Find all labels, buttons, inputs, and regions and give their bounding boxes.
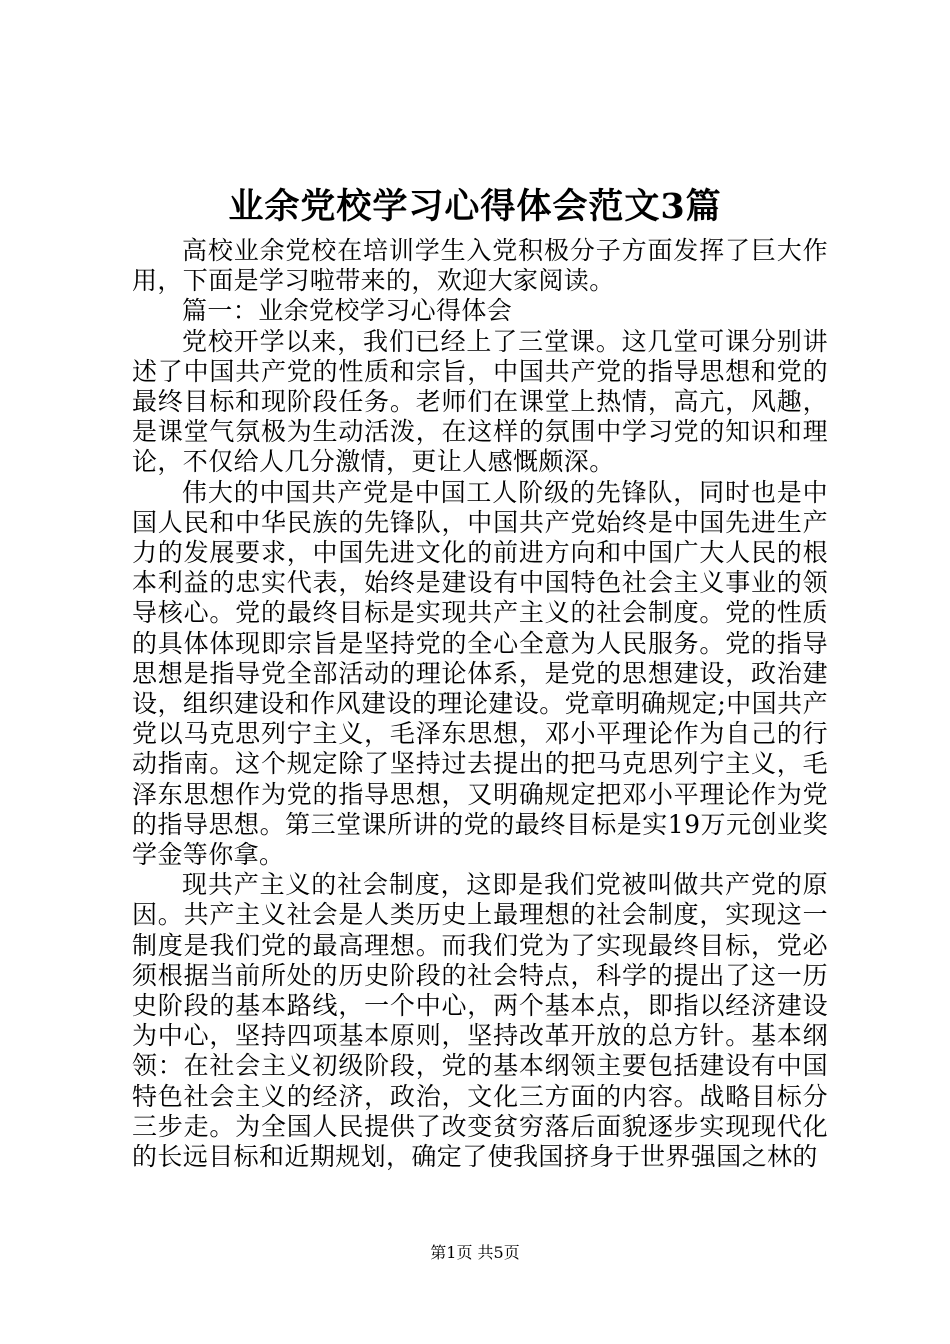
body-paragraph: 党校开学以来，我们已经上了三堂课。这几堂可课分别讲述了中国共产党的性质和宗旨，中国共产党的指导思想和党的最终目标和现阶段任务。老师们在课堂上热情，高亢，风趣，是课堂气氛极为生动活泼，在这样的氛围中学习党的知识和理论，不仅给人几分激情，更让人感慨颇深。 xyxy=(132,326,828,477)
intro-paragraph: 高校业余党校在培训学生入党积极分子方面发挥了巨大作用，下面是学习啦带来的，欢迎大家阅读。 xyxy=(132,236,828,296)
document-title: 业余党校学习心得体会范文3篇 xyxy=(228,186,722,227)
body-paragraph: 伟大的中国共产党是中国工人阶级的先锋队，同时也是中国人民和中华民族的先锋队，中国共产党始终是中国先进生产力的发展要求，中国先进文化的前进方向和中国广大人民的根本利益的忠实代表，始终是建设有中国特色社会主义事业的领导核心。党的最终目标是实现共产主义的社会制度。党的性质的具体体现即宗旨是坚持党的全心全意为人民服务。党的指导思想是指导党全部活动的理论体系，是党的思想建设，政治建设，组织建设和作风建设的理论建设。党章明确规定;中国共产党以马克思列宁主义，毛泽东思想，邓小平理论作为自己的行动指南。这个规定除了坚持过去提出的把马克思列宁主义，毛泽东思想作为党的指导思想，又明确规定把邓小平理论作为党的指导思想。第三堂课所讲的党的最终目标是实19万元创业奖学金等你拿。 xyxy=(132,477,828,870)
document-body xyxy=(132,236,828,1172)
section-heading: 篇一：业余党校学习心得体会 xyxy=(182,296,513,326)
page-footer: 第1页 共5页 xyxy=(430,1243,520,1262)
body-paragraph: 现共产主义的社会制度，这即是我们党被叫做共产党的原因。共产主义社会是人类历史上最理想的社会制度，实现这一制度是我们党的最高理想。而我们党为了实现最终目标，党必须根据当前所处的历史阶段的社会特点，科学的提出了这一历史阶段的基本路线，一个中心，两个基本点，即指以经济建设为中心，坚持四项基本原则，坚持改革开放的总方针。基本纲领：在社会主义初级阶段，党的基本纲领主要包括建设有中国特色社会主义的经济，政治，文化三方面的内容。战略目标分三步走。为全国人民提供了改变贫穷落后面貌逐步实现现代化的长远目标和近期规划，确定了使我国挤身于世界强国之林的 xyxy=(132,870,828,1172)
